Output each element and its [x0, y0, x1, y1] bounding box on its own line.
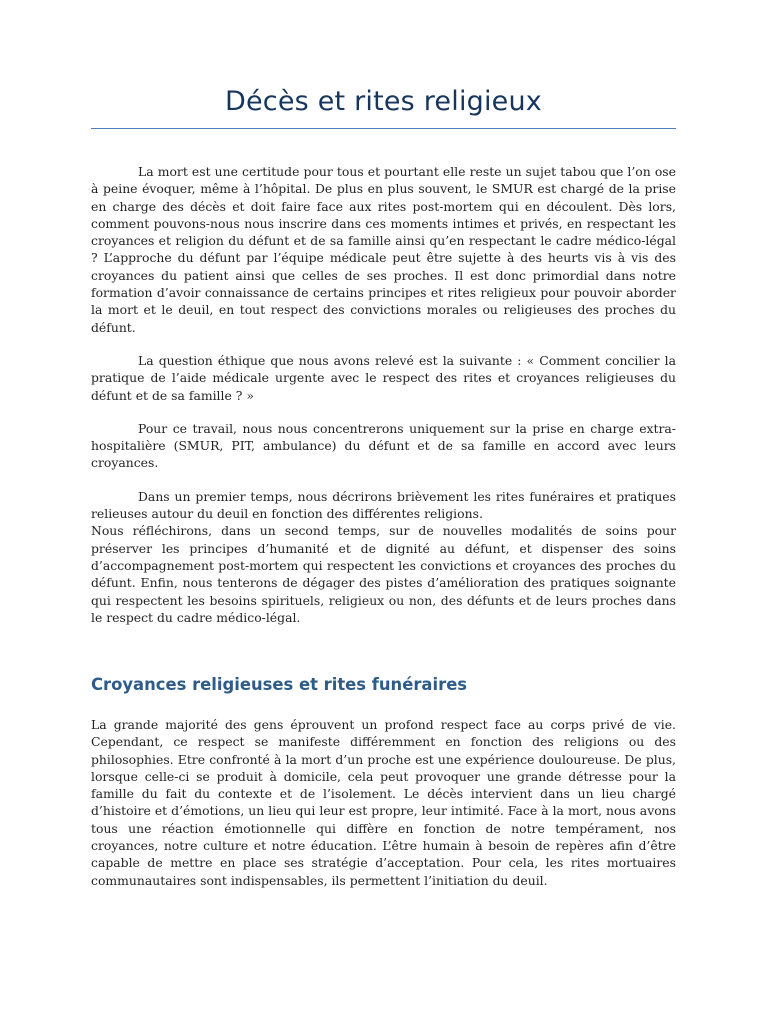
plan-continuation-paragraph: Nous réfléchirons, dans un second temps, sur de nouvelles modalités de soins pour préserver les principes d’humanité et de dignité au défunt, et dispenser des soins d’accompagnement post-mortem qui respectent les convictions et croyances des proches du défunt. Enfin, nous tenterons de dégager des pistes d’amélioration des pratiques soignante qui respectent les besoins spirituels, religieux ou non, des défunts et de leurs proches dans le respect du cadre médico-légal. — [91, 523, 676, 625]
plan-paragraph: Dans un premier temps, nous décrirons brièvement les rites funéraires et pratiques relieuses autour du deuil en fonction des différentes religions. — [91, 488, 676, 522]
section-body — [91, 716, 676, 889]
section-paragraph: La grande majorité des gens éprouvent un profond respect face au corps privé de vie. Cependant, ce respect se manifeste différemment en fonction des religions ou des philosophies. Etre confronté à la mort d’un proche est une expérience douloureuse. De plus, lorsque celle-ci se produit à domicile, cela peut provoquer une grande détresse pour la famille du fait du contexte et de l’isolement. Le décès intervient dans un lieu chargé d’histoire et d’émotions, un lieu qui leur est propre, leur intimité. Face à la mort, nous avons tous une réaction émotionnelle qui diffère en fonction de notre tempérament, nos croyances, notre culture et notre éducation. L’être humain à besoin de repères afin d’être capable de mettre en place ses stratégie d’acceptation. Pour cela, les rites mortuaires communautaires sont indispensables, ils permettent l’initiation du deuil. — [91, 717, 676, 888]
section-heading: Croyances religieuses et rites funéraires — [91, 675, 468, 694]
document-title: Décès et rites religieux — [224, 86, 542, 117]
ethical-question-paragraph: La question éthique que nous avons relevé est la suivante : « Comment concilier la pratique de l’aide médicale urgente avec le respect des rites et croyances religieuses du défunt et de sa famille ? » — [91, 352, 676, 403]
intro-paragraph: La mort est une certitude pour tous et pourtant elle reste un sujet tabou que l’on ose à peine évoquer, même à l’hôpital. De plus en plus souvent, le SMUR est chargé de la prise en charge des décès et doit faire face aux rites post-mortem qui en découlent. Dès lors, comment pouvons-nous nous inscrire dans ces moments intimes et privés, en respectant les croyances et religion du défunt et de sa famille ainsi qu’en respectant le cadre médico-légal ? L’approche du défunt par l’équipe médicale peut être sujette à des heurts vis à vis des croyances du patient ainsi que celles de ses proches. Il est donc primordial dans notre formation d’avoir connaissance de certains principes et rites religieux pour pouvoir aborder la mort et le deuil, en tout respect des convictions morales ou religieuses des proches du défunt. — [91, 164, 676, 335]
scope-paragraph: Pour ce travail, nous nous concentrerons uniquement sur la prise en charge extra-hospitalière (SMUR, PIT, ambulance) du défunt et de sa famille en accord avec leurs croyances. — [91, 420, 676, 471]
title-underline — [91, 128, 676, 129]
intro-section — [91, 163, 676, 626]
